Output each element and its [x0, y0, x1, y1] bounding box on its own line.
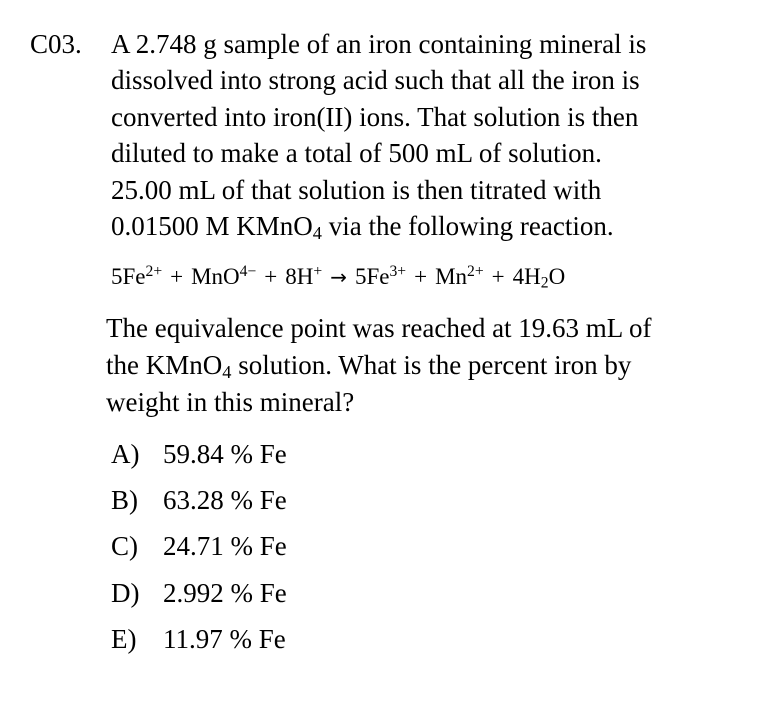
prompt-line: the KMnO$_4$ solution. What is the percent iron by [106, 350, 632, 383]
plus-sign: + [170, 264, 184, 289]
choice-letter: E) [111, 623, 137, 654]
choice-text: 2.992 % Fe [163, 577, 287, 608]
equation-term: $5Fe^{3+}$ [354, 262, 407, 289]
prompt-line: weight in this mineral? [106, 387, 355, 417]
equation-term: 8H+ [285, 262, 323, 289]
choice-letter: D) [111, 577, 140, 608]
stem-line: A 2.748 g sample of an iron containing mineral is [111, 29, 647, 59]
stem-line: dissolved into strong acid such that all the iron is [111, 65, 640, 96]
reaction-arrow-icon: → [330, 265, 347, 289]
choice-a[interactable] [111, 434, 287, 480]
question-prompt [106, 310, 766, 421]
choice-text: 63.28 % Fe [163, 485, 287, 516]
equation-term: $Mn^{2+}$ [435, 262, 484, 289]
plus-sign: + [414, 264, 428, 289]
plus-sign: + [491, 264, 505, 289]
stem-line: converted into iron(II) ions. That solution is then [111, 101, 639, 132]
choice-d[interactable] [111, 573, 287, 619]
choice-b[interactable] [111, 480, 287, 526]
choice-c[interactable] [111, 526, 287, 572]
plus-sign: + [264, 264, 278, 289]
choice-e[interactable] [111, 619, 287, 665]
equation-term: $4H_2O$ [512, 264, 566, 292]
question-number: C03. [30, 29, 82, 59]
stem-line: 25.00 mL of that solution is then titrated with [111, 174, 602, 205]
choice-text: 24.71 % Fe [163, 531, 287, 562]
prompt-line: The equivalence point was reached at 19.63 mL of [106, 313, 652, 343]
choice-letter: A) [111, 439, 140, 469]
choice-letter: C) [111, 531, 138, 562]
equation-term: MnO$^{4-}$ [191, 262, 257, 289]
choice-letter: B) [111, 485, 138, 516]
answer-choices [111, 434, 287, 665]
question-stem [111, 26, 761, 244]
choice-text: 59.84 % Fe [163, 439, 287, 469]
stem-line: diluted to make a total of 500 mL of solution. [111, 138, 602, 169]
reaction-equation [111, 259, 565, 295]
equation-term: $5Fe^{2+}$ [111, 262, 163, 289]
choice-text: 11.97 % Fe [163, 623, 286, 654]
stem-line: 0.01500 M KMnO$_4$ via the following reaction. [111, 211, 614, 244]
